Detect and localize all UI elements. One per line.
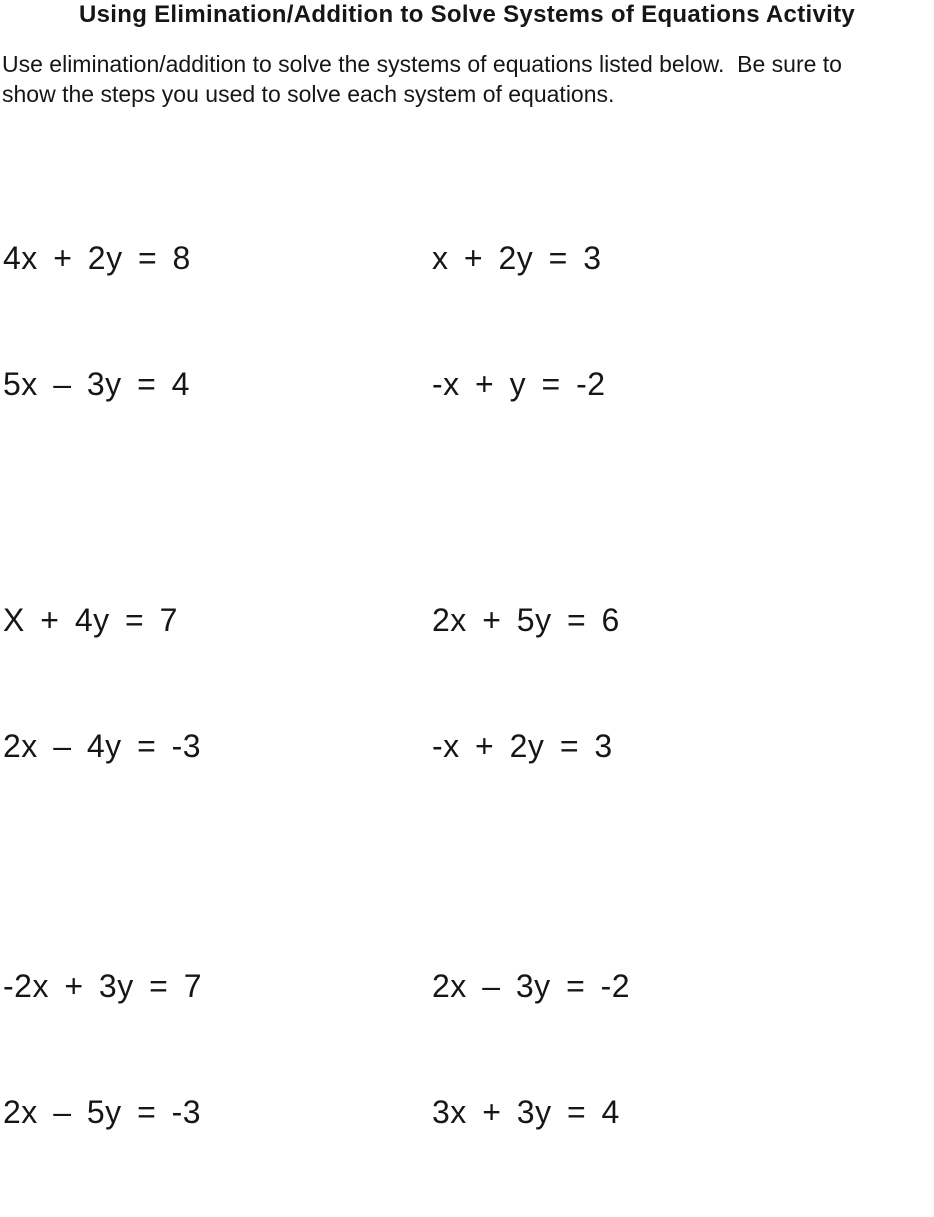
equation-line: 4x + 2y = 8	[3, 240, 191, 276]
instructions	[2, 49, 934, 109]
equation-line: X + 4y = 7	[3, 602, 178, 638]
problem-set-3	[0, 881, 934, 1130]
problem-3-right-system	[432, 881, 630, 1217]
instructions-line-1: Use elimination/addition to solve the systems of equations listed below. Be sure to	[2, 51, 842, 77]
equation-line: 2x + 5y = 6	[432, 602, 620, 638]
instructions-line-2: show the steps you used to solve each system of equations.	[2, 81, 615, 107]
equation-line: -x + 2y = 3	[432, 728, 613, 764]
equation-line: 3x + 3y = 4	[432, 1094, 620, 1130]
equation-line: -2x + 3y = 7	[3, 968, 202, 1004]
equation-line: -x + y = -2	[432, 366, 606, 402]
equation-line: 2x – 5y = -3	[3, 1094, 202, 1130]
problem-2-right-system	[432, 515, 620, 851]
problem-1-right-system	[432, 153, 606, 489]
equation-line: x + 2y = 3	[432, 240, 602, 276]
problem-3-left-system	[3, 881, 202, 1217]
problem-2-left-system	[3, 515, 201, 851]
problem-set-2	[0, 515, 934, 764]
equation-line: 2x – 4y = -3	[3, 728, 202, 764]
equation-line: 2x – 3y = -2	[432, 968, 631, 1004]
equation-line: 5x – 3y = 4	[3, 366, 190, 402]
problem-1-left-system	[3, 153, 191, 489]
problem-set-1	[0, 153, 934, 402]
page-title: Using Elimination/Addition to Solve Systems of Equations Activity	[78, 1, 856, 28]
